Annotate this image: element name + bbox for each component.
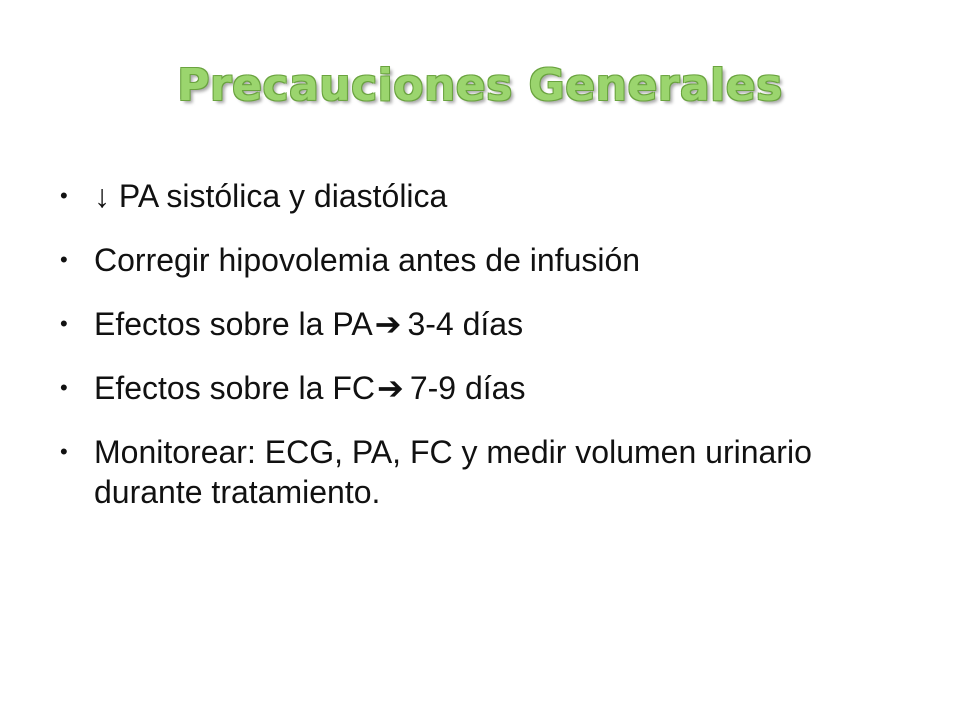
- arrow-right-icon: ➔: [374, 306, 402, 342]
- bullet-list: [58, 176, 908, 536]
- list-item: [58, 176, 908, 216]
- bullet-text: ↓ PA sistólica y diastólica: [94, 178, 448, 214]
- list-item: [58, 368, 908, 408]
- bullet-text: Monitorear: ECG, PA, FC y medir volumen urinario durante tratamiento.: [94, 434, 812, 510]
- bullet-icon: •: [60, 183, 68, 208]
- list-item: [58, 432, 908, 512]
- bullet-text: Corregir hipovolemia antes de infusión: [94, 242, 641, 278]
- bullet-text: Efectos sobre la FC: [94, 370, 375, 406]
- list-item: [58, 240, 908, 280]
- bullet-text: 7-9 días: [409, 370, 526, 406]
- arrow-right-icon: ➔: [377, 370, 404, 406]
- bullet-icon: •: [60, 311, 68, 336]
- bullet-text: Efectos sobre la PA: [94, 306, 373, 342]
- bullet-text: 3-4 días: [407, 306, 524, 342]
- slide-title: Precauciones Generales: [177, 60, 783, 111]
- bullet-icon: •: [60, 375, 68, 400]
- bullet-icon: •: [60, 439, 68, 464]
- list-item: [58, 304, 908, 344]
- bullet-icon: •: [60, 247, 68, 272]
